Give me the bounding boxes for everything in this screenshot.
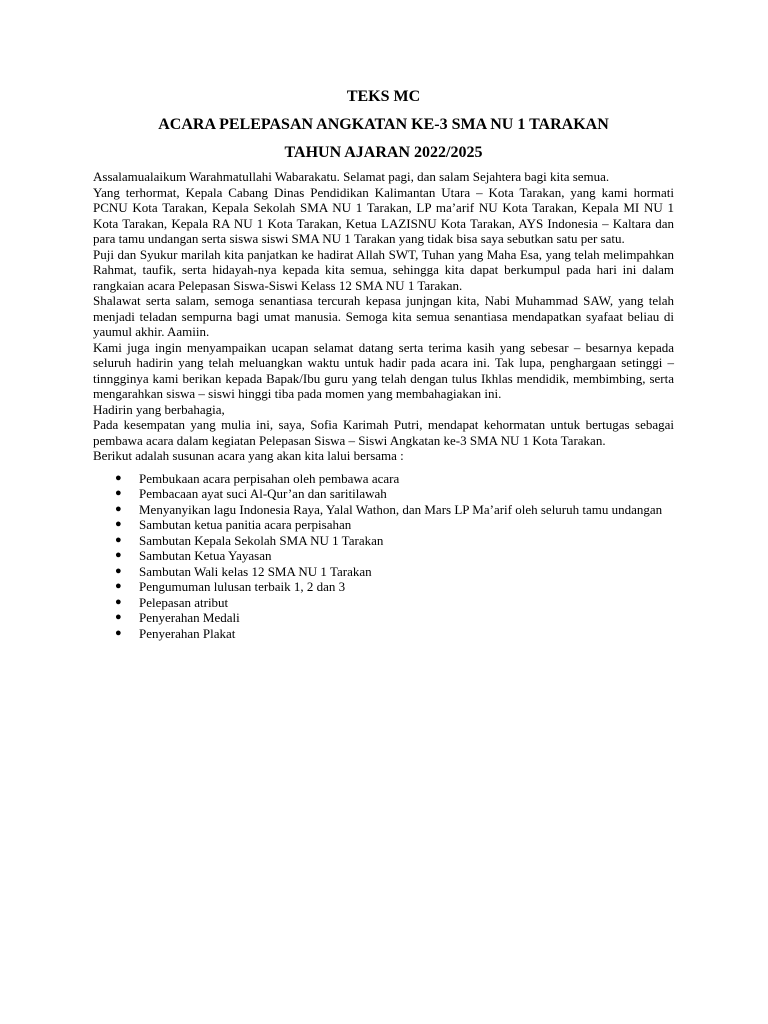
- list-item: [93, 533, 674, 549]
- bullet-icon: ●: [115, 518, 122, 530]
- bullet-icon: ●: [115, 626, 122, 639]
- list-item: [93, 564, 674, 580]
- agenda-item-text: Sambutan Ketua Yayasan: [139, 548, 272, 563]
- agenda-item-text: Sambutan Kepala Sekolah SMA NU 1 Tarakan: [139, 532, 384, 548]
- agenda-item-text: Pengumuman lulusan terbaik 1, 2 dan 3: [139, 579, 346, 594]
- audience-paragraph: Hadirin yang berbahagia,: [93, 401, 225, 417]
- bullet-icon: ●: [115, 611, 122, 623]
- agenda-item-text: Pembacaan ayat suci Al-Qur’an dan saritilawah: [139, 486, 387, 501]
- bullet-icon: ●: [115, 471, 122, 484]
- list-item: [93, 517, 674, 533]
- list-item: [93, 595, 674, 611]
- agenda-intro-paragraph: Berikut adalah susunan acara yang akan kita lalui bersama :: [93, 448, 404, 463]
- bullet-icon: ●: [115, 487, 122, 499]
- bullet-icon: ●: [115, 564, 122, 577]
- doc-title: TEKS MC: [346, 88, 421, 105]
- bullet-icon: ●: [115, 580, 122, 592]
- agenda-item-text: Sambutan Wali kelas 12 SMA NU 1 Tarakan: [139, 563, 372, 579]
- agenda-list: [93, 471, 674, 642]
- list-item: [93, 548, 674, 564]
- agenda-item-text: Pembukaan acara perpisahan oleh pembawa acara: [139, 470, 400, 486]
- list-item: [93, 626, 674, 642]
- agenda-item-text: Menyanyikan lagu Indonesia Raya, Yalal Wathon, dan Mars LP Ma’arif oleh seluruh tamu undangan: [139, 501, 663, 517]
- bullet-icon: ●: [115, 502, 122, 515]
- salutation-paragraph: Yang terhormat, Kepala Cabang Dinas Pendidikan Kalimantan Utara – Kota Tarakan, yang kami hormati PCNU Kota Tarakan, Kepala Sekolah SMA NU 1 Tarakan, LP ma’arif NU Kota Tarakan, Kepala MI NU 1 Kota Tarakan, Kepala RA NU 1 Kota Tarakan, Ketua LAZISNU Kota Tarakan, AYS Indonesia – Kaltara dan para tamu undangan serta siswa siswi SMA NU 1 Tarakan yang tidak bisa saya sebutkan satu per satu.: [93, 184, 674, 246]
- shalawat-paragraph: Shalawat serta salam, semoga senantiasa tercurah kepasa junjngan kita, Nabi Muhammad SAW, yang telah menjadi teladan sempurna bagi umat manusia. Semoga kita semua senantiasa mendapatkan syafaat beliau di yaumul akhir. Aamiin.: [93, 293, 674, 339]
- list-item: [93, 610, 674, 626]
- bullet-icon: ●: [115, 595, 122, 608]
- doc-year-title: TAHUN AJARAN 2022/2025: [284, 144, 483, 161]
- list-item: [93, 579, 674, 595]
- agenda-item-text: Sambutan ketua panitia acara perpisahan: [139, 517, 352, 532]
- greeting-paragraph: Assalamualaikum Warahmatullahi Wabarakatu. Selamat pagi, dan salam Sejahtera bagi kita semua.: [93, 169, 610, 184]
- list-item: [93, 502, 674, 518]
- agenda-item-text: Penyerahan Plakat: [139, 625, 236, 641]
- mc-intro-paragraph: Pada kesempatan yang mulia ini, saya, Sofia Karimah Putri, mendapat kehormatan untuk bertugas sebagai pembawa acara dalam kegiatan Pelepasan Siswa – Siswi Angkatan ke-3 SMA NU 1 Kota Tarakan.: [93, 417, 674, 448]
- bullet-icon: ●: [115, 549, 122, 561]
- list-item: [93, 471, 674, 487]
- agenda-item-text: Penyerahan Medali: [139, 610, 240, 625]
- welcome-paragraph: Kami juga ingin menyampaikan ucapan selamat datang serta terima kasih yang sebesar – besarnya kepada seluruh hadirin yang telah meluangkan waktu untuk hadir pada acara ini. Tak lupa, penghargaan setinggi – tinngginya kami berikan kepada Bapak/Ibu guru yang telah dengan tulus Ikhlas mendidik, membimbing, serta mengarahkan siswa – siswi hinggi tiba pada momen yang membahagiakan ini.: [93, 339, 674, 401]
- list-item: [93, 486, 674, 502]
- agenda-item-text: Pelepasan atribut: [139, 594, 229, 610]
- doc-event-title: ACARA PELEPASAN ANGKATAN KE-3 SMA NU 1 TARAKAN: [158, 116, 609, 133]
- gratitude-paragraph: Puji dan Syukur marilah kita panjatkan ke hadirat Allah SWT, Tuhan yang Maha Esa, yang telah melimpahkan Rahmat, taufik, serta hidayah-nya kepada kita semua, sehingga kita dapat berkumpul pada hari ini dalam rangkaian acara Pelepasan Siswa-Siswi Kelass 12 SMA NU 1 Tarakan.: [93, 246, 674, 293]
- bullet-icon: ●: [115, 533, 122, 546]
